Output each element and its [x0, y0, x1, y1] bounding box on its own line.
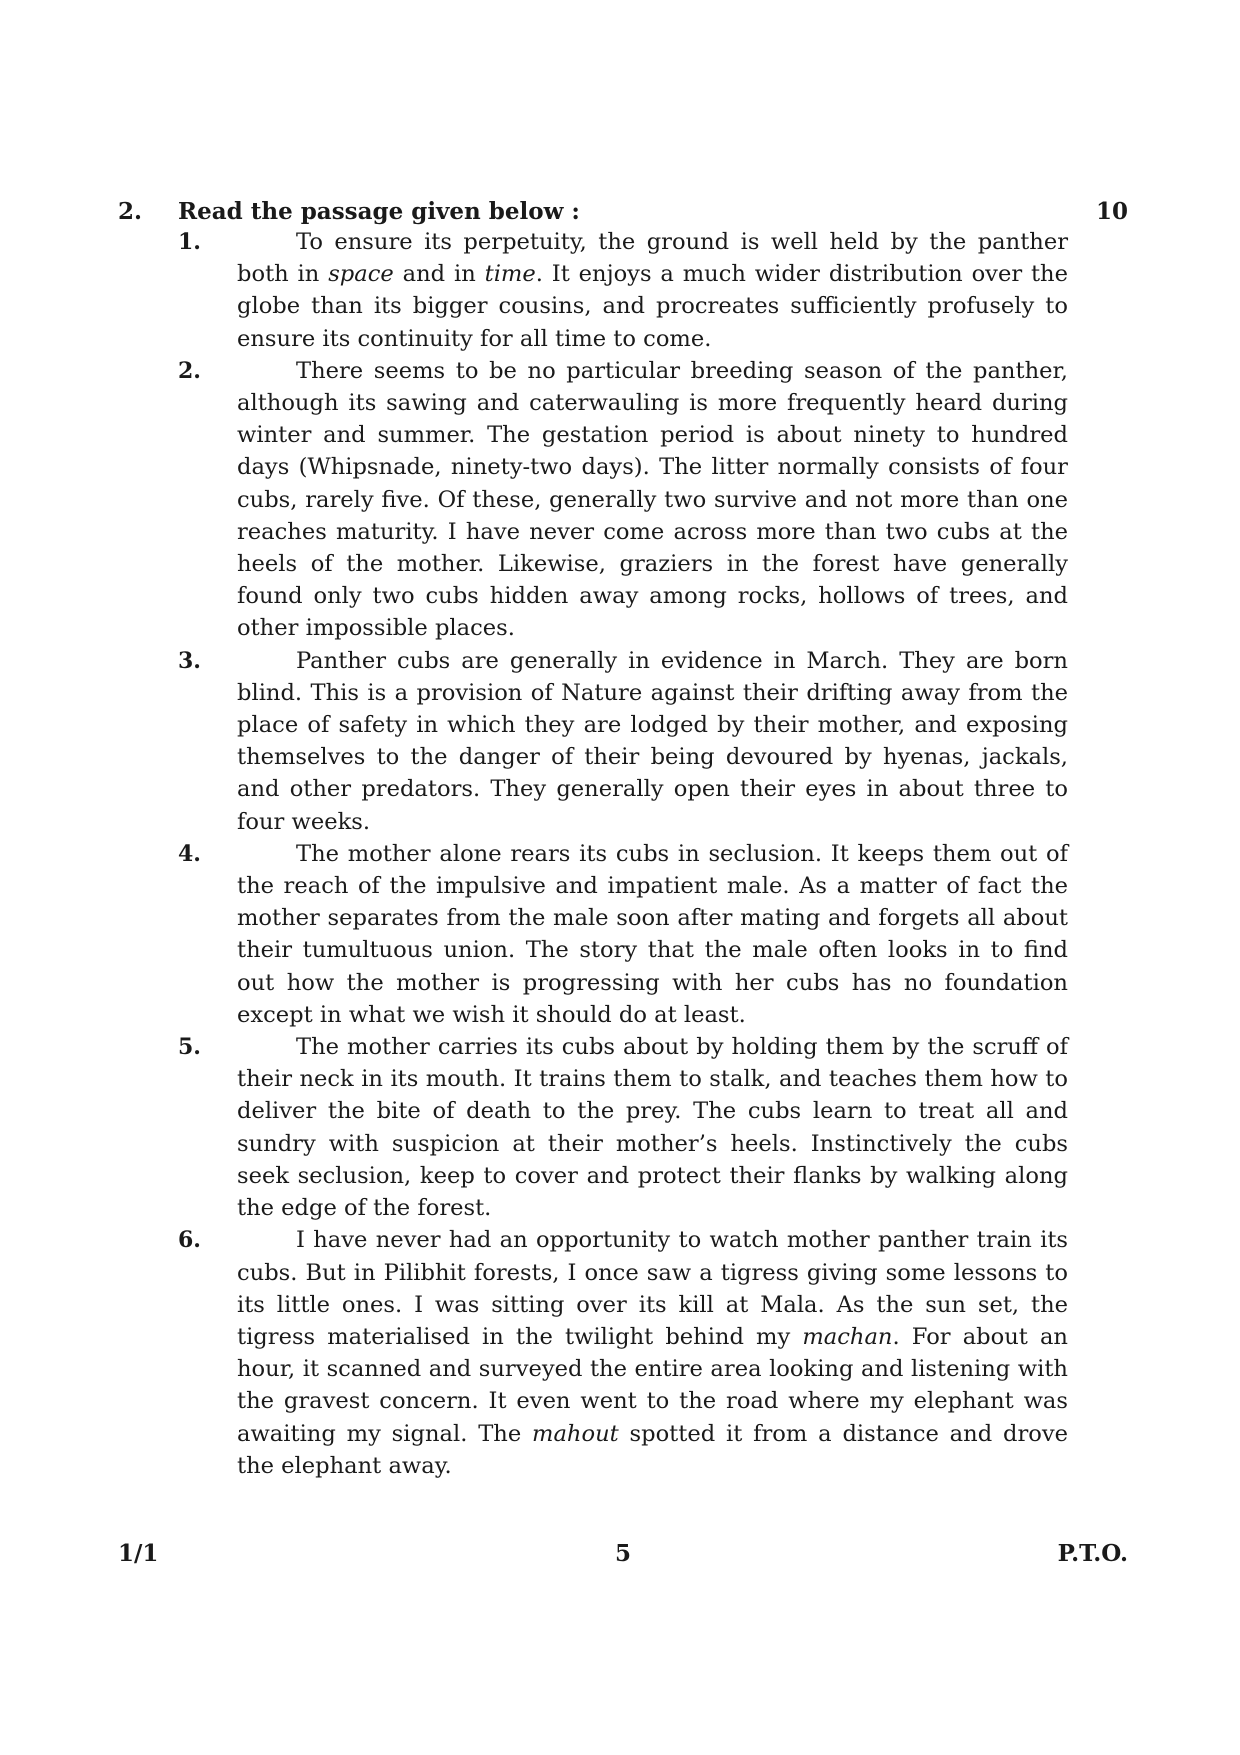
paragraph-number: 1.: [178, 229, 201, 255]
question-title: Read the passage given below :: [178, 198, 580, 225]
paragraph-number: 2.: [178, 357, 201, 384]
text-run: . It enjoys a much wider distribution over the globe than its bigger cousins, and procreates sufficiently profusely to ensure its continuity for all time to come.: [237, 261, 1068, 352]
paragraph-text: [237, 838, 1068, 1031]
paragraph-number: 6.: [178, 1227, 201, 1254]
paragraph-text: [237, 1031, 1068, 1224]
italic-term: machan: [802, 1323, 893, 1350]
please-turn-over: P.T.O.: [1057, 1540, 1128, 1567]
paragraph-text: [237, 1224, 1068, 1482]
paragraph-number: 4.: [178, 840, 201, 867]
text-run: I have never had an opportunity to watch mother panther train its cubs. But in Pilibhit forests, I once saw a tigress giving some lessons to its little ones. I was sitting over its kill at Mala. As the sun set, the tigress materialised in the twilight behind my: [237, 1227, 1068, 1350]
text-run: spotted it from a distance and drove the elephant away.: [237, 1420, 1068, 1479]
question-marks: 10: [1095, 198, 1128, 225]
text-run: There seems to be no particular breeding season of the panther, although its sawing and caterwauling is more frequently heard during winter and summer. The gestation period is about ninety to hundred days (Whipsnade, ninety-two days). The litter normally consists of four cubs, rarely five. Of these, generally two survive and not more than one reaches maturity. I have never come across more than two cubs at the heels of the mother. Likewise, graziers in the forest have generally found only two cubs hidden away among rocks, hollows of trees, and other impossible places.: [237, 357, 1068, 642]
passage: [178, 226, 1068, 1482]
text-run: The mother alone rears its cubs in seclusion. It keeps them out of the reach of the impulsive and impatient male. As a matter of fact the mother separates from the male soon after mating and forgets all about their tumultuous union. The story that the male often looks in to find out how the mother is progressing with her cubs has no foundation except in what we wish it should do at least.: [237, 840, 1068, 1028]
text-run: Panther cubs are generally in evidence in March. They are born blind. This is a provision of Nature against their drifting away from the place of safety in which they are lodged by their mother, and exposing themselves to the danger of their being devoured by hyenas, jackals, and other predators. They generally open their eyes in about three to four weeks.: [237, 647, 1068, 835]
passage-paragraph: [178, 1031, 1068, 1224]
text-run: To ensure its perpetuity, the ground is well held by the panther both in: [237, 229, 1068, 288]
question-number: 2.: [118, 198, 143, 225]
question-header: [118, 196, 1128, 228]
passage-paragraph: [178, 1224, 1068, 1482]
passage-paragraph: [178, 226, 1068, 355]
passage-paragraph: [178, 838, 1068, 1031]
page-footer: [118, 1537, 1128, 1571]
paragraph-text: [237, 226, 1068, 355]
italic-term: space: [328, 261, 394, 288]
page-number: 5: [614, 1540, 631, 1567]
text-run: and in: [393, 261, 485, 288]
italic-term: time: [484, 261, 536, 288]
paragraph-number: 3.: [178, 647, 201, 674]
paragraph-number: 5.: [178, 1034, 201, 1061]
paragraph-text: [237, 355, 1068, 645]
paper-code: 1/1: [118, 1540, 159, 1567]
paragraph-text: [237, 645, 1068, 838]
passage-paragraph: [178, 355, 1068, 645]
text-run: . For about an hour, it scanned and surveyed the entire area looking and listening with the gravest concern. It even went to the road where my elephant was awaiting my signal. The: [237, 1323, 1068, 1447]
text-run: The mother carries its cubs about by holding them by the scruff of their neck in its mouth. It trains them to stalk, and teaches them how to deliver the bite of death to the prey. The cubs learn to treat all and sundry with suspicion at their mother’s heels. Instinctively the cubs seek seclusion, keep to cover and protect their flanks by walking along the edge of the forest.: [237, 1034, 1068, 1222]
passage-paragraph: [178, 645, 1068, 838]
italic-term: mahout: [532, 1420, 619, 1447]
